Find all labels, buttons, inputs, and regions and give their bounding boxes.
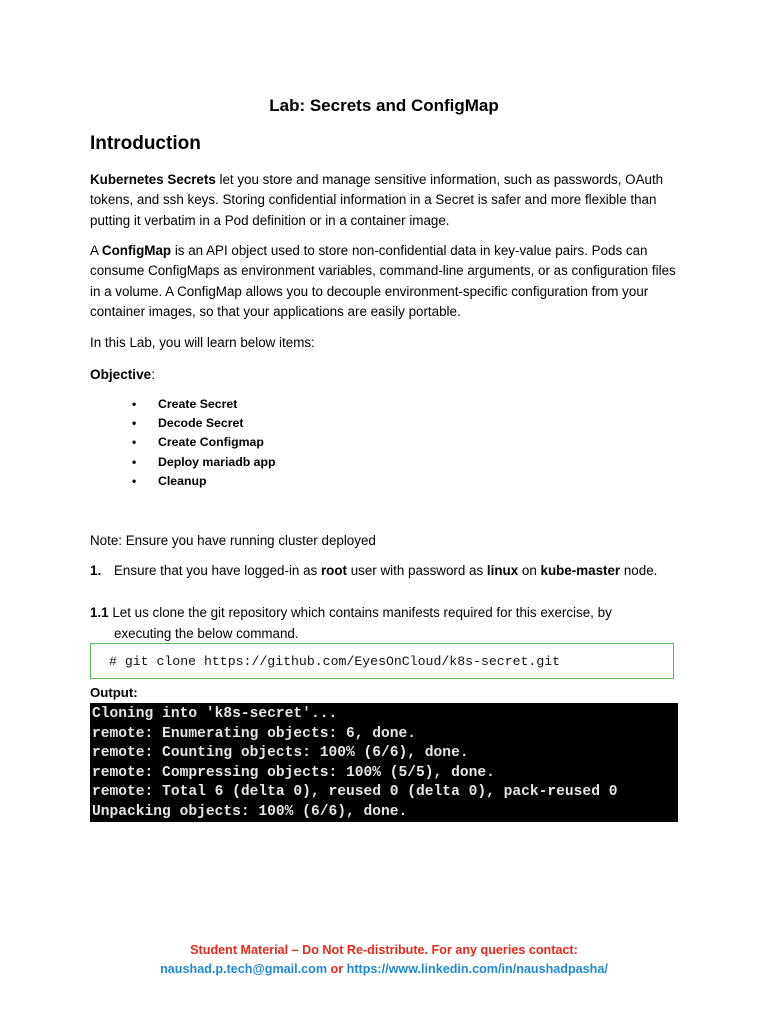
list-item-label: Create Configmap: [158, 435, 264, 450]
cluster-note: Note: Ensure you have running cluster deployed: [90, 533, 376, 548]
objective-colon: :: [151, 367, 155, 382]
step-number: 1.: [90, 563, 102, 578]
step-1-1-line-1: [90, 602, 690, 623]
terminal-line: remote: Enumerating objects: 6, done.: [92, 725, 417, 742]
git-clone-command[interactable]: # git clone https://github.com/EyesOnCloud/k8s-secret.git: [90, 643, 674, 679]
footer-or: or: [327, 962, 347, 976]
configmap-prefix: A: [90, 243, 102, 258]
password-term: linux: [486, 563, 519, 578]
objective-label-text: Objective: [90, 367, 152, 382]
terminal-line: Unpacking objects: 100% (6/6), done.: [92, 803, 408, 820]
introduction-heading: Introduction: [90, 133, 201, 154]
configmap-term: ConfigMap: [101, 243, 172, 258]
terminal-line: remote: Compressing objects: 100% (5/5), done.: [92, 764, 495, 781]
list-item-label: Deploy mariadb app: [158, 454, 276, 469]
step-1: [90, 563, 657, 578]
page-title: Lab: Secrets and ConfigMap: [269, 96, 499, 115]
step-1-text: on: [518, 563, 541, 578]
footer-contact: [0, 962, 768, 976]
list-item-label: Cleanup: [158, 473, 207, 488]
list-item: [132, 395, 276, 414]
step-1-1-line-2: executing the below command.: [114, 626, 299, 641]
list-item: [132, 453, 276, 472]
configmap-text: is an API object used to store non-confidential data in key-value pairs. Pods can consume ConfigMaps as environment variables, command-line arguments, or as configuration files in a volume. A ConfigMap allows you to decouple environment-specific configuration from your container images, so that your applications are easily portable.: [90, 243, 676, 320]
step-1-text: node.: [620, 563, 658, 578]
kubernetes-secrets-paragraph: [90, 170, 682, 231]
step-1-1: [90, 602, 690, 644]
bullet-icon: •: [132, 397, 137, 411]
configmap-paragraph: [90, 241, 682, 323]
output-label: Output:: [90, 685, 138, 700]
objective-list: [132, 395, 276, 491]
lab-intro-text: In this Lab, you will learn below items:: [90, 335, 315, 350]
objective-label: [90, 365, 682, 385]
root-user-term: root: [320, 563, 347, 578]
list-item-label: Create Secret: [158, 397, 238, 411]
kubernetes-secrets-term: Kubernetes Secrets: [90, 172, 216, 187]
footer-notice: Student Material – Do Not Re-distribute. For any queries contact:: [190, 943, 578, 957]
linkedin-link[interactable]: https://www.linkedin.com/in/naushadpasha/: [346, 962, 608, 976]
bullet-icon: •: [132, 454, 137, 469]
terminal-line: remote: Total 6 (delta 0), reused 0 (delta 0), pack-reused 0: [92, 784, 618, 801]
terminal-line: remote: Counting objects: 100% (6/6), done.: [92, 745, 469, 762]
kubernetes-secrets-text: let you store and manage sensitive information, such as passwords, OAuth tokens, and ssh keys. Storing confidential information in a Secret is safer and more flexible than putting it verbatim in a Pod definition or in a container image.: [90, 172, 664, 228]
step-number: 1.1: [90, 605, 109, 620]
list-item: [132, 433, 276, 452]
email-link[interactable]: naushad.p.tech@gmail.com: [160, 962, 328, 976]
step-1-1-text: Let us clone the git repository which contains manifests required for this exercise, by: [108, 605, 612, 620]
bullet-icon: •: [132, 435, 137, 450]
list-item-label: Decode Secret: [158, 416, 244, 431]
node-name-term: kube-master: [540, 563, 621, 578]
bullet-icon: •: [132, 473, 137, 488]
bullet-icon: •: [132, 416, 137, 431]
list-item: [132, 414, 276, 433]
terminal-output[interactable]: [90, 703, 678, 822]
list-item: [132, 472, 276, 491]
terminal-line: Cloning into 'k8s-secret'...: [92, 706, 338, 722]
step-1-text: Ensure that you have logged-in as: [114, 563, 321, 578]
step-1-text: user with password as: [346, 563, 487, 578]
